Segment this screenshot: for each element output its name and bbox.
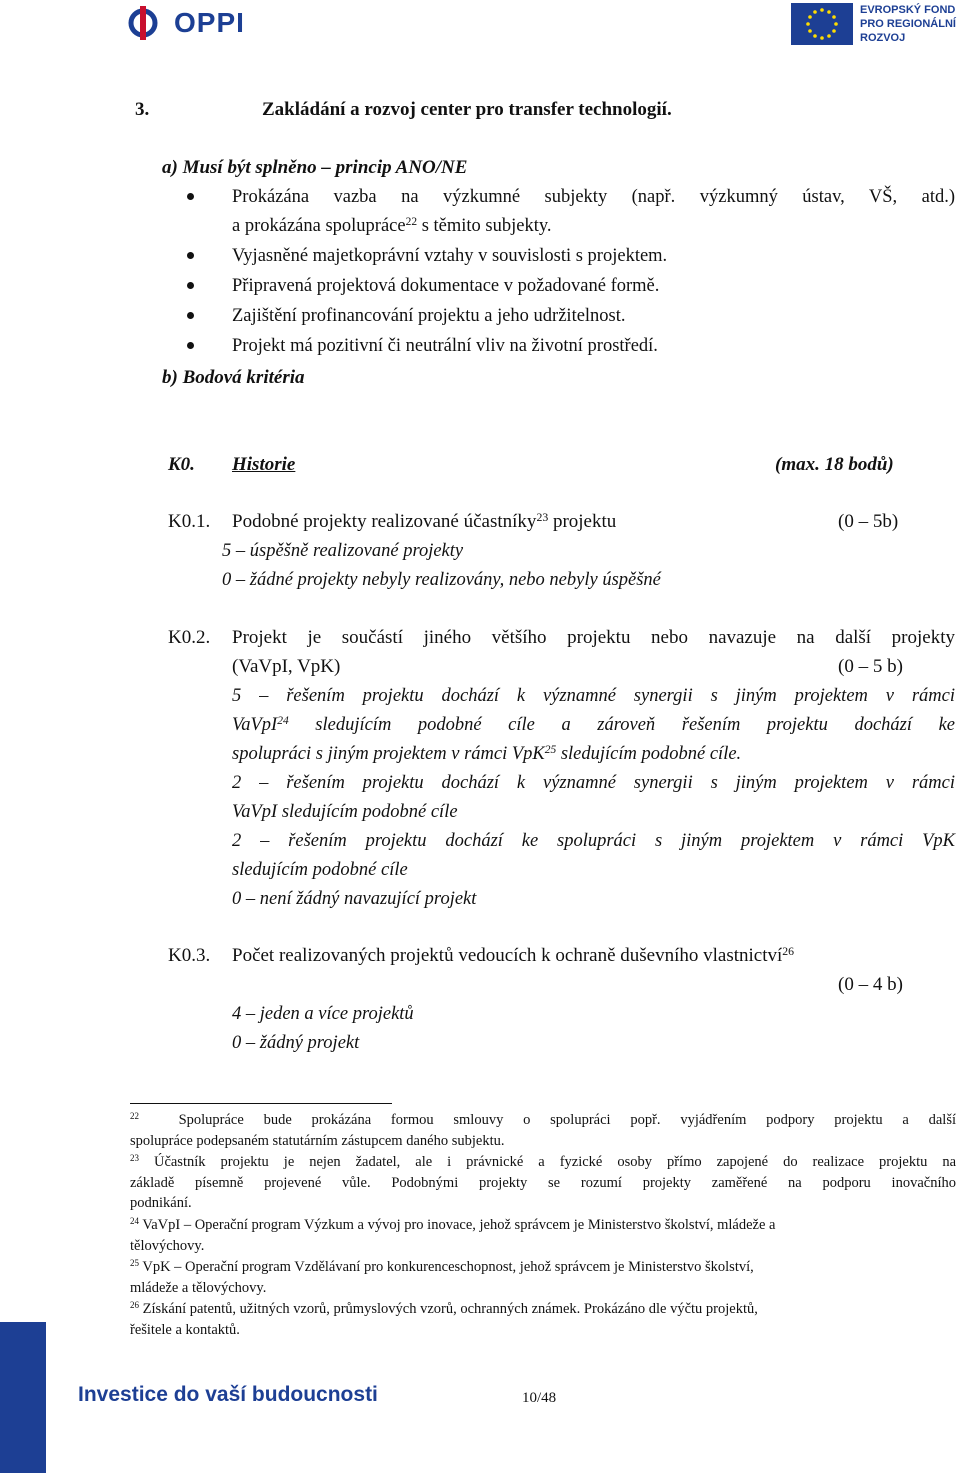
scoring-option: 5 – řešením projektu dochází k významné synergii s jiným projektem v rámci [232, 686, 955, 706]
bullet-item: Projekt má pozitivní či neutrální vliv na životní prostředí. [232, 336, 658, 356]
footnote-line [130, 1110, 956, 1131]
subcriterion-text: (VaVpI, VpK) [232, 656, 341, 677]
eu-logo-text [860, 3, 956, 45]
footnote [130, 1257, 956, 1298]
subcriterion-code: K0.1. [168, 511, 211, 532]
subcriterion-code: K0.3. [168, 945, 211, 966]
footnote-text: VpK – Operační program Vzdělávaní pro konkurenceschopnost, jehož správcem je Ministerstvo školství, [142, 1259, 754, 1275]
subcriterion-code: K0.2. [168, 627, 211, 648]
subcriterion-text [232, 944, 794, 970]
footnote-ref[interactable]: 22 [405, 215, 418, 228]
footnote [130, 1299, 956, 1340]
footnote [130, 1152, 956, 1213]
scoring-option-continuation [232, 713, 955, 739]
bullet-icon [187, 312, 194, 319]
footnote-line [130, 1257, 956, 1278]
eu-logo-line: PRO REGIONÁLNÍ [860, 18, 956, 30]
scoring-option: 0 – není žádný navazující projekt [232, 889, 477, 909]
oppi-logo-text: OPPI [174, 7, 245, 38]
scoring-option: 5 – úspěšně realizované projekty [222, 541, 464, 561]
footer-slogan: Investice do vaší budoucnosti [78, 1383, 378, 1406]
eu-logo-line: EVROPSKÝ FOND [860, 4, 956, 16]
page-number: 10/48 [522, 1390, 557, 1406]
bullet-item: Prokázána vazba na výzkumné subjekty (např. výzkumný ústav, VŠ, atd.) [232, 187, 955, 207]
footnote-text: Účastník projektu je nejen žadatel, ale i právnické a fyzické osoby přímo zapojené do realizace projektu na [153, 1154, 957, 1170]
criterion-title: Historie [232, 454, 296, 475]
footnote-number: 25 [130, 1258, 139, 1269]
footnote-number: 22 [130, 1111, 139, 1122]
footnote-ref[interactable]: 24 [277, 714, 289, 727]
scoring-option: 0 – žádný projekt [232, 1033, 360, 1053]
bullet-text: s těmito subjekty. [417, 216, 552, 236]
footnote [130, 1110, 956, 1151]
criterion-max-points: (max. 18 bodů) [775, 454, 894, 475]
eu-logo [791, 3, 960, 45]
footnote-separator [130, 1103, 392, 1104]
scoring-option-continuation [232, 742, 741, 768]
option-text: sledujícím podobné cíle. [556, 744, 742, 764]
bullet-icon [187, 342, 194, 349]
bullet-item: Připravená projektová dokumentace v požadované formě. [232, 276, 660, 296]
option-text: VaVpI [232, 715, 278, 735]
scoring-option-continuation: sledujícím podobné cíle [232, 860, 408, 880]
scoring-option: 0 – žádné projekty nebyly realizovány, nebo nebyly úspěšné [222, 570, 661, 590]
footnote-ref[interactable]: 23 [536, 510, 549, 524]
footnote-line: tělovýchovy. [130, 1238, 205, 1254]
footnote-text: Získání patentů, užitných vzorů, průmyslových vzorů, ochranných známek. Prokázáno dle výčtu projektů, [142, 1301, 758, 1317]
bullet-icon [187, 282, 194, 289]
oppi-logo [127, 3, 267, 43]
footnote-line [130, 1152, 956, 1173]
footnote-text: Spolupráce bude prokázána formou smlouvy o spolupráci popř. vyjádřením podpory projektu a další [178, 1112, 957, 1128]
subcriterion-text-b: projektu [548, 511, 617, 532]
footnote [130, 1215, 956, 1256]
criterion-code: K0. [168, 454, 195, 475]
footnote-line: základě písemně projevené vůle. Podobnými projekty se rozumí projekty zaměřené na podporu inovačního [130, 1175, 956, 1191]
eu-logo-line: ROZVOJ [860, 32, 906, 44]
footnote-line: podnikání. [130, 1195, 192, 1211]
bullet-icon [187, 252, 194, 259]
footnote-line [130, 1215, 956, 1236]
oppi-emblem-icon [127, 3, 163, 43]
section-number: 3. [135, 99, 150, 120]
subcriterion-text: Projekt je součástí jiného většího projektu nebo navazuje na další projekty [232, 627, 955, 648]
bullet-icon [187, 193, 194, 200]
footnote-number: 23 [130, 1153, 139, 1164]
subcriterion-points: (0 – 5b) [838, 511, 899, 532]
subcriterion-points: (0 – 4 b) [838, 974, 903, 995]
footnote-line [130, 1299, 956, 1320]
footnote-number: 26 [130, 1300, 139, 1311]
footnote-ref[interactable]: 25 [544, 743, 557, 756]
scoring-option: 4 – jeden a více projektů [232, 1004, 414, 1024]
bullet-text: a prokázána spolupráce [232, 216, 406, 236]
option-text: spolupráci s jiným projektem v rámci VpK [232, 744, 545, 764]
footnote-line: řešitele a kontaktů. [130, 1322, 240, 1338]
footnote-line: spolupráce podepsaném statutárním zástupcem daného subjektu. [130, 1133, 505, 1149]
subcriterion-text-a: Podobné projekty realizované účastníky [232, 511, 537, 532]
footnote-ref[interactable]: 26 [782, 944, 795, 958]
bullet-item: Vyjasněné majetkoprávní vztahy v souvislosti s projektem. [232, 246, 668, 266]
footer-color-bar [0, 1322, 46, 1473]
footnote-number: 24 [130, 1216, 139, 1227]
section-title: Zakládání a rozvoj center pro transfer technologií. [262, 99, 672, 120]
scoring-option: 2 – řešením projektu dochází ke spolupráci s jiným projektem v rámci VpK [232, 831, 955, 851]
option-text: sledujícím podobné cíle a zároveň řešením projektu dochází ke [288, 715, 955, 735]
scoring-option: 2 – řešením projektu dochází k významné synergii s jiným projektem v rámci [232, 773, 955, 793]
bullet-item-continuation [232, 214, 552, 240]
footnote-text: VaVpI – Operační program Výzkum a vývoj pro inovace, jehož správcem je Ministerstvo školství, mládeže a [142, 1217, 776, 1233]
subcriterion-text [232, 510, 616, 536]
footnote-line: mládeže a tělovýchovy. [130, 1280, 267, 1296]
section-a-title: a) Musí být splněno – princip ANO/NE [162, 157, 468, 178]
subcriterion-text-a: Počet realizovaných projektů vedoucích k ochraně duševního vlastnictví [232, 945, 783, 966]
eu-flag-icon [791, 3, 853, 45]
scoring-option-continuation: VaVpI sledujícím podobné cíle [232, 802, 458, 822]
bullet-item: Zajištění profinancování projektu a jeho udržitelnost. [232, 306, 626, 326]
subcriterion-points: (0 – 5 b) [838, 656, 903, 677]
section-b-title: b) Bodová kritéria [162, 367, 305, 388]
